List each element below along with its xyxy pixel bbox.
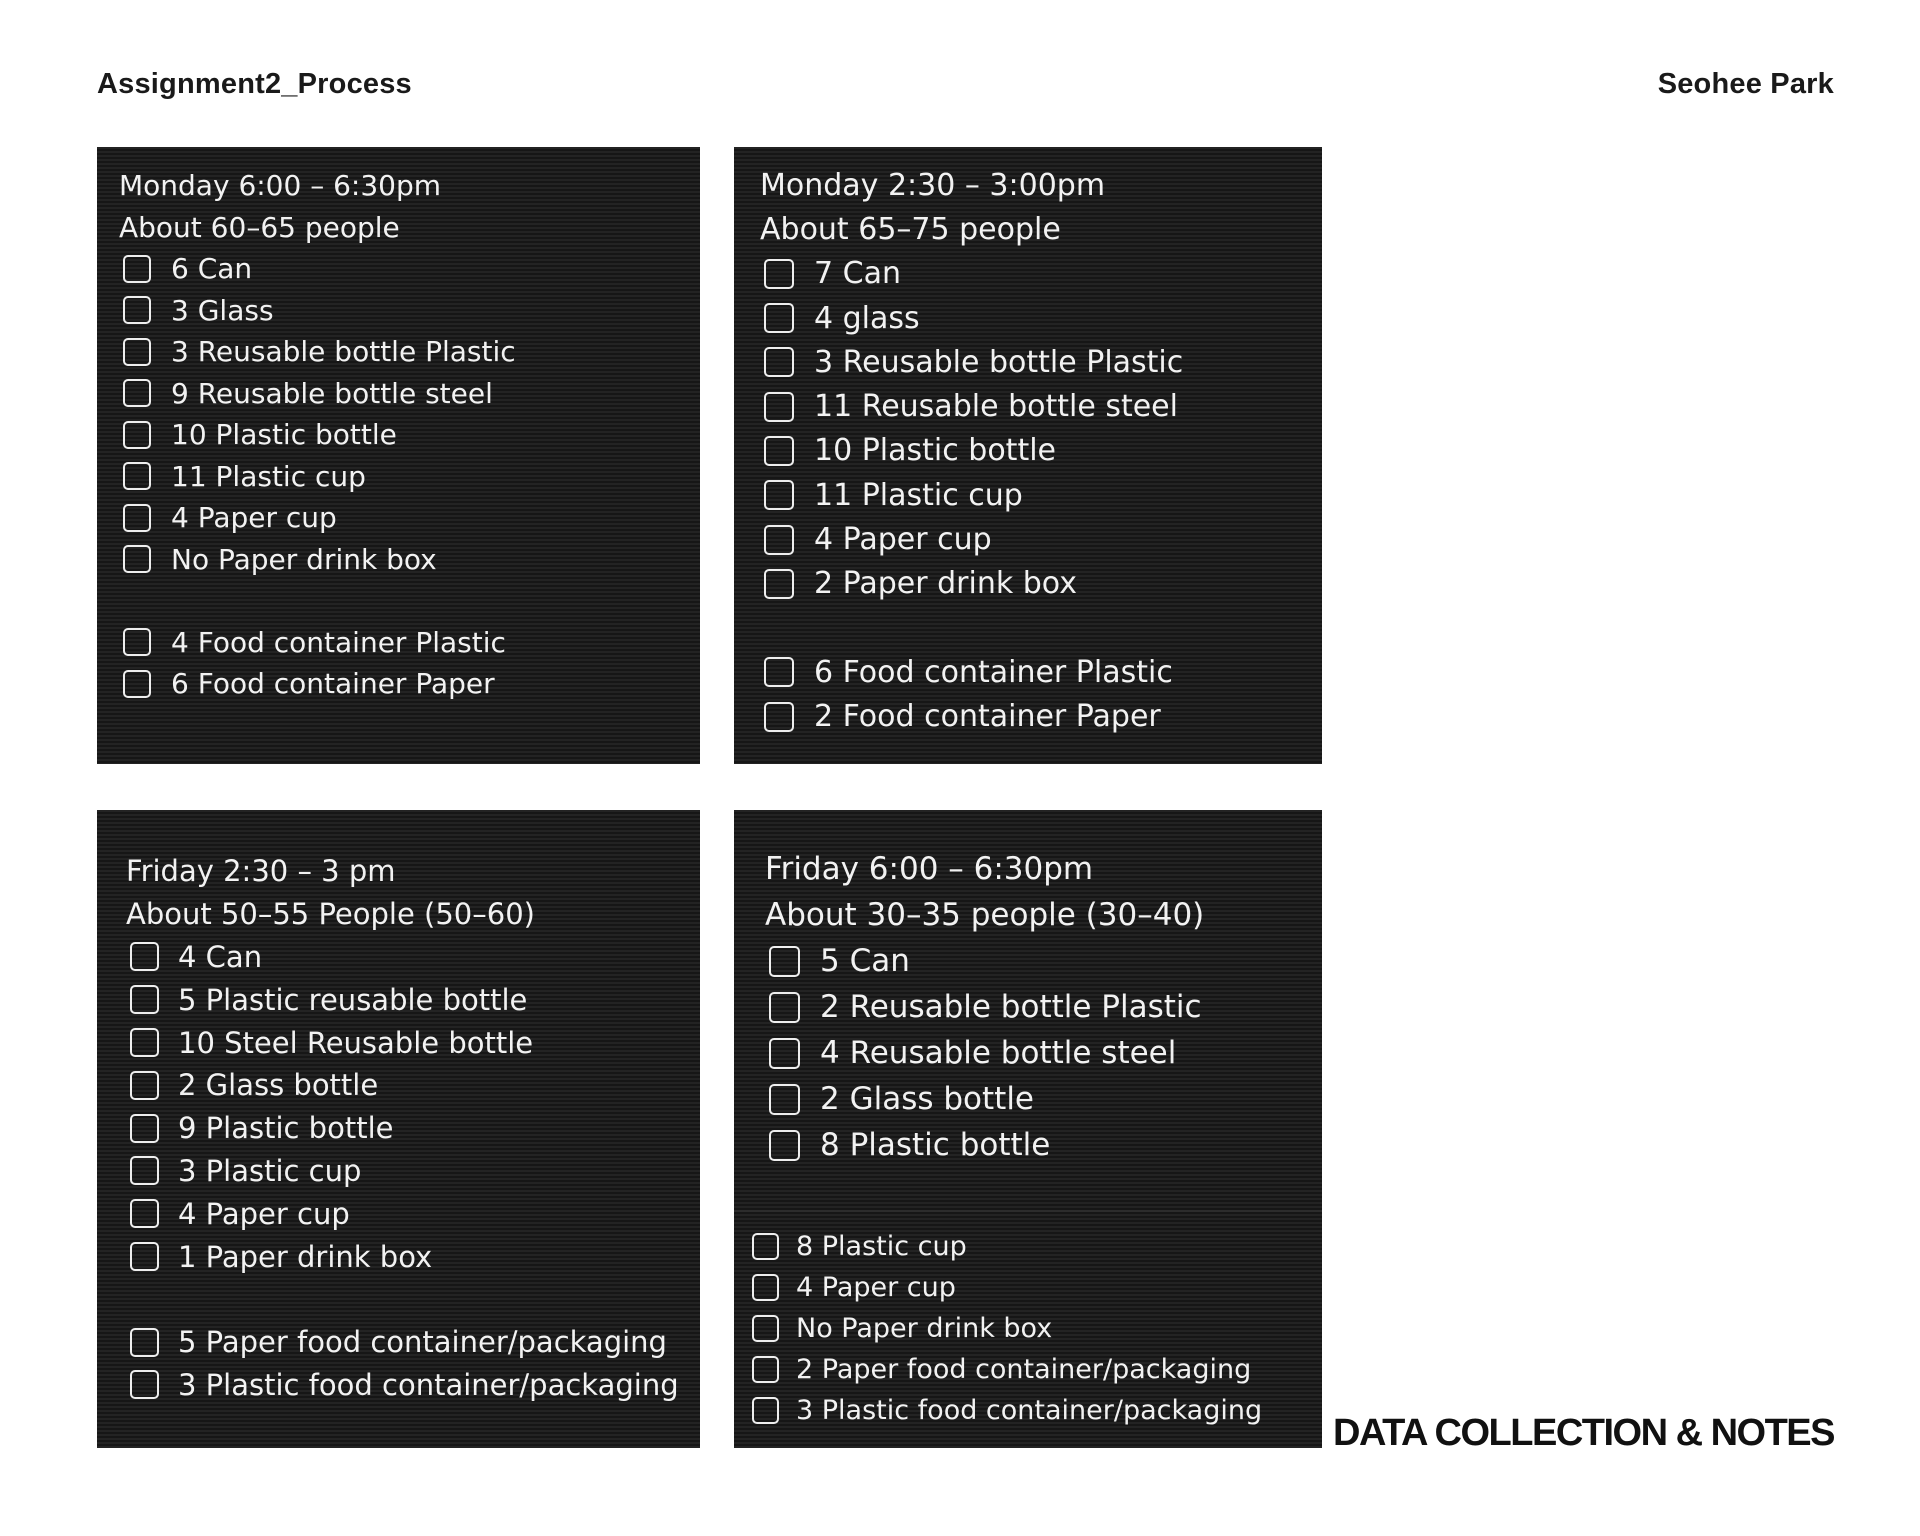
checkbox-icon[interactable] bbox=[130, 1370, 159, 1399]
note-people bbox=[126, 893, 700, 936]
checklist-item-label: 3 Reusable bottle Plastic bbox=[171, 335, 516, 369]
checkbox-icon[interactable] bbox=[752, 1397, 779, 1424]
checklist-item bbox=[748, 1308, 1322, 1349]
checkbox-icon[interactable] bbox=[123, 338, 151, 366]
checklist-item-label: 4 glass bbox=[814, 300, 920, 336]
checklist-item bbox=[126, 1321, 700, 1364]
checklist-item bbox=[126, 1064, 700, 1107]
checklist-item bbox=[119, 539, 700, 581]
checklist-item-label: 7 Can bbox=[814, 256, 901, 292]
checklist-item bbox=[765, 1122, 1322, 1168]
spacer bbox=[126, 1278, 700, 1321]
note-card-monday-evening bbox=[97, 147, 700, 764]
checklist-item bbox=[126, 1192, 700, 1235]
note-time-text: Monday 6:00 – 6:30pm bbox=[119, 169, 442, 203]
checkbox-icon[interactable] bbox=[130, 1199, 159, 1228]
checkbox-icon[interactable] bbox=[123, 255, 151, 283]
checkbox-icon[interactable] bbox=[130, 1328, 159, 1357]
checklist-item bbox=[119, 497, 700, 539]
checklist-item-label: 8 Plastic bottle bbox=[820, 1127, 1051, 1163]
spacer bbox=[760, 606, 1322, 650]
checklist-item-label: 4 Can bbox=[178, 939, 263, 974]
checkbox-icon[interactable] bbox=[769, 992, 800, 1023]
checkbox-icon[interactable] bbox=[764, 303, 794, 333]
checklist-item bbox=[765, 938, 1322, 984]
checkbox-icon[interactable] bbox=[123, 670, 151, 698]
checklist-item-label: 2 Glass bottle bbox=[820, 1081, 1035, 1117]
checklist-item-label: 4 Paper cup bbox=[814, 522, 992, 558]
note-people bbox=[765, 892, 1322, 938]
checkbox-icon[interactable] bbox=[123, 628, 151, 656]
checklist-item bbox=[760, 473, 1322, 517]
checkbox-icon[interactable] bbox=[130, 1071, 159, 1100]
checklist-item bbox=[760, 562, 1322, 606]
checkbox-icon[interactable] bbox=[764, 347, 794, 377]
checklist-item bbox=[126, 1021, 700, 1064]
note-time bbox=[760, 163, 1322, 207]
checkbox-icon[interactable] bbox=[752, 1315, 779, 1342]
checkbox-icon[interactable] bbox=[752, 1233, 779, 1260]
checklist-item-label: 9 Plastic bottle bbox=[178, 1111, 394, 1146]
checkbox-icon[interactable] bbox=[123, 379, 151, 407]
checklist-item bbox=[119, 373, 700, 415]
checklist-item-label: 4 Reusable bottle steel bbox=[820, 1035, 1177, 1071]
note-people-text: About 65–75 people bbox=[760, 211, 1061, 247]
note-screenshot-bottom bbox=[734, 1212, 1322, 1431]
checklist-item-label: 2 Paper food container/packaging bbox=[796, 1354, 1252, 1385]
checklist-item bbox=[119, 456, 700, 498]
checklist-item-label: No Paper drink box bbox=[796, 1313, 1053, 1344]
checklist-item bbox=[119, 248, 700, 290]
note-time bbox=[119, 165, 700, 207]
checklist-item-label: No Paper drink box bbox=[171, 542, 437, 576]
checkbox-icon[interactable] bbox=[769, 946, 800, 977]
checkbox-icon[interactable] bbox=[123, 421, 151, 449]
note-time-text: Friday 6:00 – 6:30pm bbox=[765, 851, 1094, 887]
section-title: DATA COLLECTION & NOTES bbox=[1333, 1412, 1834, 1454]
checklist-item bbox=[765, 1030, 1322, 1076]
checklist-item-label: 10 Steel Reusable bottle bbox=[178, 1025, 534, 1060]
checkbox-icon[interactable] bbox=[130, 1242, 159, 1271]
checklist-item-label: 6 Can bbox=[171, 252, 253, 286]
checkbox-icon[interactable] bbox=[769, 1130, 800, 1161]
checklist-item-label: 10 Plastic bottle bbox=[814, 433, 1056, 469]
checklist-item-label: 4 Paper cup bbox=[796, 1272, 956, 1303]
checkbox-icon[interactable] bbox=[130, 1028, 159, 1057]
note-screenshot-top bbox=[734, 810, 1322, 1210]
checklist-item-label: 1 Paper drink box bbox=[178, 1239, 433, 1274]
checklist-item bbox=[748, 1226, 1322, 1267]
checklist-item bbox=[126, 1364, 700, 1407]
author-name: Seohee Park bbox=[1657, 68, 1834, 100]
checkbox-icon[interactable] bbox=[764, 702, 794, 732]
checklist-item bbox=[760, 517, 1322, 561]
checkbox-icon[interactable] bbox=[130, 985, 159, 1014]
checklist-item-label: 2 Reusable bottle Plastic bbox=[820, 989, 1202, 1025]
checkbox-icon[interactable] bbox=[769, 1038, 800, 1069]
checklist-item-label: 3 Plastic cup bbox=[178, 1153, 362, 1188]
checklist-item-label: 2 Glass bottle bbox=[178, 1068, 379, 1103]
checklist-item-label: 4 Food container Plastic bbox=[171, 625, 506, 659]
checklist-item bbox=[760, 650, 1322, 694]
checkbox-icon[interactable] bbox=[123, 504, 151, 532]
checklist-item-label: 3 Reusable bottle Plastic bbox=[814, 344, 1184, 380]
checklist-item-label: 4 Paper cup bbox=[178, 1196, 350, 1231]
checkbox-icon[interactable] bbox=[752, 1274, 779, 1301]
checklist-item-label: 3 Plastic food container/packaging bbox=[178, 1367, 679, 1402]
note-time bbox=[126, 850, 700, 893]
checkbox-icon[interactable] bbox=[764, 569, 794, 599]
checklist-item-label: 3 Plastic food container/packaging bbox=[796, 1395, 1263, 1426]
checkbox-icon[interactable] bbox=[764, 392, 794, 422]
checklist-item bbox=[760, 695, 1322, 739]
checkbox-icon[interactable] bbox=[123, 545, 151, 573]
checkbox-icon[interactable] bbox=[764, 525, 794, 555]
checklist-item bbox=[760, 429, 1322, 473]
note-card-monday-afternoon bbox=[734, 147, 1322, 764]
spacer bbox=[119, 580, 700, 622]
checklist-item-label: 5 Can bbox=[820, 943, 910, 979]
note-card-friday-afternoon bbox=[97, 810, 700, 1448]
checklist-item-label: 5 Plastic reusable bottle bbox=[178, 982, 528, 1017]
checkbox-icon[interactable] bbox=[764, 480, 794, 510]
note-time-text: Friday 2:30 – 3 pm bbox=[126, 854, 396, 889]
checklist-item bbox=[126, 978, 700, 1021]
checklist-item-label: 2 Food container Paper bbox=[814, 699, 1161, 735]
checklist-item bbox=[119, 622, 700, 664]
note-time bbox=[765, 846, 1322, 892]
checklist-item-label: 5 Paper food container/packaging bbox=[178, 1325, 667, 1360]
checklist-item-label: 10 Plastic bottle bbox=[171, 418, 397, 452]
checklist-item bbox=[760, 384, 1322, 428]
checklist-item bbox=[119, 414, 700, 456]
checklist-item bbox=[126, 1107, 700, 1150]
checklist-item bbox=[765, 984, 1322, 1030]
checkbox-icon[interactable] bbox=[123, 462, 151, 490]
checklist-item bbox=[748, 1349, 1322, 1390]
checklist-item-label: 6 Food container Paper bbox=[171, 667, 495, 701]
checklist-item bbox=[119, 290, 700, 332]
checklist-item-label: 6 Food container Plastic bbox=[814, 654, 1173, 690]
note-people-text: About 30–35 people (30–40) bbox=[765, 897, 1205, 933]
checklist-item bbox=[119, 331, 700, 373]
checkbox-icon[interactable] bbox=[764, 657, 794, 687]
checkbox-icon[interactable] bbox=[123, 296, 151, 324]
checklist-item bbox=[126, 1235, 700, 1278]
checkbox-icon[interactable] bbox=[764, 259, 794, 289]
checklist-item bbox=[126, 1150, 700, 1193]
checkbox-icon[interactable] bbox=[130, 1114, 159, 1143]
note-people bbox=[760, 207, 1322, 251]
checklist-item-label: 4 Paper cup bbox=[171, 501, 337, 535]
checkbox-icon[interactable] bbox=[752, 1356, 779, 1383]
checklist-item bbox=[760, 296, 1322, 340]
checklist-item-label: 2 Paper drink box bbox=[814, 566, 1077, 602]
note-people bbox=[119, 207, 700, 249]
note-card-friday-evening bbox=[734, 810, 1322, 1448]
assignment-title: Assignment2_Process bbox=[97, 68, 412, 100]
checklist-item bbox=[748, 1267, 1322, 1308]
checklist-item bbox=[748, 1390, 1322, 1431]
checklist-item bbox=[126, 936, 700, 979]
checklist-item-label: 8 Plastic cup bbox=[796, 1231, 967, 1262]
checklist-item-label: 9 Reusable bottle steel bbox=[171, 376, 493, 410]
checklist-item-label: 11 Plastic cup bbox=[171, 459, 366, 493]
checkbox-icon[interactable] bbox=[130, 1156, 159, 1185]
note-people-text: About 60–65 people bbox=[119, 210, 400, 244]
checklist-item-label: 11 Reusable bottle steel bbox=[814, 389, 1178, 425]
checklist-item bbox=[760, 340, 1322, 384]
note-people-text: About 50–55 People (50–60) bbox=[126, 897, 535, 932]
checklist-item bbox=[760, 252, 1322, 296]
checklist-item-label: 3 Glass bbox=[171, 293, 274, 327]
checkbox-icon[interactable] bbox=[764, 436, 794, 466]
note-time-text: Monday 2:30 – 3:00pm bbox=[760, 167, 1106, 203]
checkbox-icon[interactable] bbox=[130, 942, 159, 971]
checklist-item bbox=[765, 1076, 1322, 1122]
checklist-item bbox=[119, 663, 700, 705]
checkbox-icon[interactable] bbox=[769, 1084, 800, 1115]
checklist-item-label: 11 Plastic cup bbox=[814, 477, 1023, 513]
